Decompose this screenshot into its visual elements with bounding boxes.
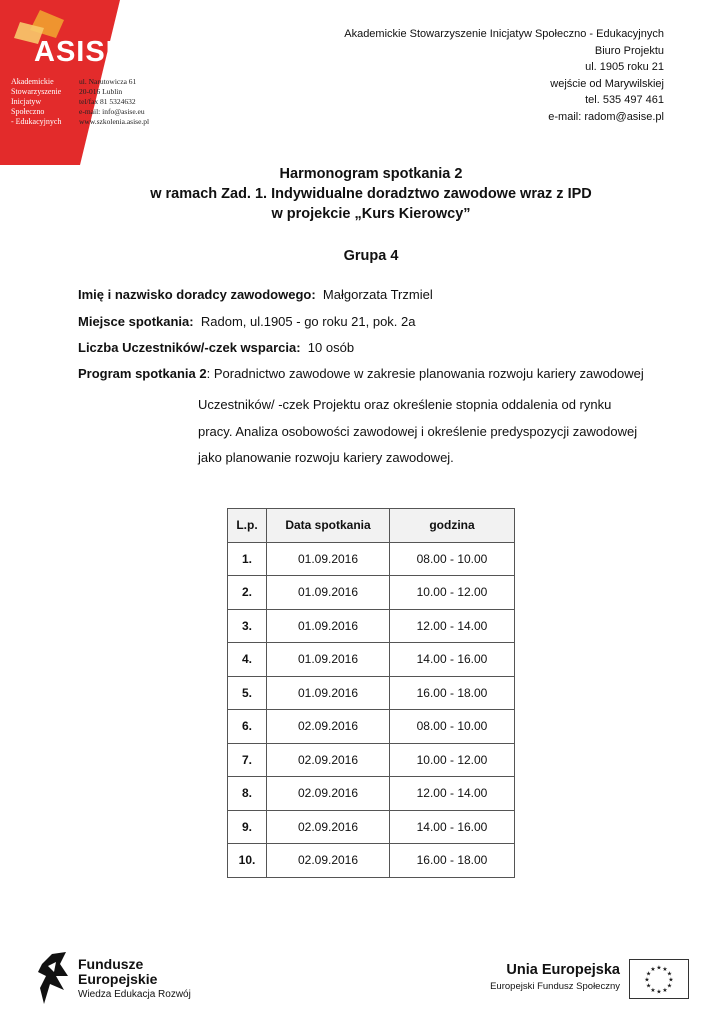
row-number: 7. xyxy=(228,743,267,777)
row-number: 6. xyxy=(228,710,267,744)
table-row xyxy=(228,576,515,610)
schedule-table xyxy=(227,508,515,878)
group-title: Grupa 4 xyxy=(343,248,399,264)
eu-title: Unia Europejska xyxy=(506,962,620,978)
row-time: 08.00 - 10.00 xyxy=(390,542,515,576)
program-label: Program spotkania 2 xyxy=(78,366,207,381)
col-header-lp: L.p. xyxy=(228,509,267,543)
eu-star: ★ xyxy=(666,971,673,978)
eu-star: ★ xyxy=(662,967,668,974)
title-line-1: Harmonogram spotkania 2 xyxy=(279,166,463,182)
fundusze-europejskie-logo xyxy=(38,950,198,1006)
logo-org-name: Akademickie Stowarzyszenie Inicjatyw Społeczno - Edukacyjnych xyxy=(11,77,62,126)
eu-stars-icon xyxy=(630,960,688,998)
eu-star: ★ xyxy=(644,977,650,984)
eu-flag-icon xyxy=(629,959,689,999)
row-number: 3. xyxy=(228,609,267,643)
title-line-3: w projekcie „Kurs Kierowcy” xyxy=(271,206,471,222)
place-line: Miejsce spotkania: Radom, ul.1905 - go roku 21, pok. 2a xyxy=(78,314,416,329)
place-label: Miejsce spotkania xyxy=(78,314,190,329)
title-line-2: w ramach Zad. 1. Indywidualne doradztwo zawodowe wraz z IPD xyxy=(150,186,592,202)
row-number: 4. xyxy=(228,643,267,677)
row-date: 01.09.2016 xyxy=(267,676,390,710)
row-number: 5. xyxy=(228,676,267,710)
program-text-line-2: Uczestników/ -czek Projektu oraz określenie stopnia oddalenia od rynku xyxy=(198,397,612,412)
row-time: 10.00 - 12.00 xyxy=(390,743,515,777)
row-time: 14.00 - 16.00 xyxy=(390,643,515,677)
eu-subtitle: Europejski Fundusz Społeczny xyxy=(490,981,620,992)
program-text xyxy=(198,392,637,472)
col-header-date: Data spotkania xyxy=(267,509,390,543)
advisor-label: Imię i nazwisko doradcy zawodowego xyxy=(78,287,312,302)
office-email[interactable]: e-mail: radom@asise.pl xyxy=(548,110,664,123)
office-label: Biuro Projektu xyxy=(594,44,664,57)
table-header-row xyxy=(228,509,515,543)
eu-star: ★ xyxy=(656,965,662,972)
advisor-line: Imię i nazwisko doradcy zawodowego: Małgorzata Trzmiel xyxy=(78,287,433,302)
eu-star: ★ xyxy=(650,987,656,994)
eu-star: ★ xyxy=(662,987,668,994)
document-title xyxy=(0,164,724,224)
program-text-line-4: jako planowanie rozwoju kariery zawodowej. xyxy=(198,450,454,465)
logo-wordmark: ASISE xyxy=(34,36,127,68)
fe-subtitle: Wiedza Edukacja Rozwój xyxy=(78,989,191,1000)
fe-title-line-1: Fundusze xyxy=(78,956,144,972)
program-line: Program spotkania 2: Poradnictwo zawodowe w zakresie planowania rozwoju kariery zawodowej xyxy=(78,366,644,381)
program-text-line-3: pracy. Analiza osobowości zawodowej i określenie predyspozycji zawodowej xyxy=(198,423,638,439)
fe-star-icon xyxy=(38,950,70,1006)
row-time: 14.00 - 16.00 xyxy=(390,810,515,844)
participants-line: Liczba Uczestników/-czek wsparcia: 10 osób xyxy=(78,340,355,355)
office-street: ul. 1905 roku 21 xyxy=(585,61,664,73)
row-number: 1. xyxy=(228,542,267,576)
eu-star: ★ xyxy=(645,971,652,978)
row-date: 01.09.2016 xyxy=(267,643,390,677)
eu-star: ★ xyxy=(666,983,673,990)
row-date: 01.09.2016 xyxy=(267,542,390,576)
row-number: 10. xyxy=(228,844,267,878)
row-time: 08.00 - 10.00 xyxy=(390,710,515,744)
project-office-address xyxy=(344,26,664,125)
col-header-time: godzina xyxy=(390,509,515,543)
table-row xyxy=(228,676,515,710)
table-row xyxy=(228,710,515,744)
row-time: 10.00 - 12.00 xyxy=(390,576,515,610)
program-text-line-1: Poradnictwo zawodowe w zakresie planowania rozwoju kariery zawodowej xyxy=(213,366,644,381)
table-row xyxy=(228,609,515,643)
row-number: 8. xyxy=(228,777,267,811)
participants-value: 10 osób xyxy=(307,340,355,355)
office-phone: tel. 535 497 461 xyxy=(585,94,664,106)
eu-star: ★ xyxy=(645,983,652,990)
row-date: 02.09.2016 xyxy=(267,844,390,878)
eu-text-block xyxy=(490,962,620,992)
asise-logo xyxy=(0,0,165,165)
eu-star: ★ xyxy=(668,977,674,984)
row-date: 02.09.2016 xyxy=(267,743,390,777)
office-entrance: wejście od Marywilskiej xyxy=(550,77,664,90)
row-date: 02.09.2016 xyxy=(267,777,390,811)
row-number: 9. xyxy=(228,810,267,844)
row-time: 12.00 - 14.00 xyxy=(390,777,515,811)
participants-label: Liczba Uczestników/-czek wsparcia xyxy=(78,340,297,355)
table-row xyxy=(228,542,515,576)
place-value: Radom, ul.1905 - go roku 21, pok. 2a xyxy=(200,314,416,329)
eu-star: ★ xyxy=(650,967,656,974)
row-time: 16.00 - 18.00 xyxy=(390,844,515,878)
table-row xyxy=(228,743,515,777)
eu-star: ★ xyxy=(656,989,662,996)
advisor-value: Małgorzata Trzmiel xyxy=(322,287,433,302)
logo-address: ul. Narutowicza 61 20-016 Lublin tel/fax 81 5324632 e-mail: info@asise.eu www.szkolenia.asise.pl xyxy=(79,77,150,126)
row-number: 2. xyxy=(228,576,267,610)
fe-title-line-2: Europejskie xyxy=(78,971,158,987)
table-row xyxy=(228,643,515,677)
row-date: 01.09.2016 xyxy=(267,576,390,610)
org-name: Akademickie Stowarzyszenie Inicjatyw Społeczno - Edukacyjnych xyxy=(344,28,664,40)
row-date: 02.09.2016 xyxy=(267,810,390,844)
table-row xyxy=(228,777,515,811)
table-row xyxy=(228,844,515,878)
table-row xyxy=(228,810,515,844)
row-date: 01.09.2016 xyxy=(267,609,390,643)
row-time: 12.00 - 14.00 xyxy=(390,609,515,643)
row-time: 16.00 - 18.00 xyxy=(390,676,515,710)
row-date: 02.09.2016 xyxy=(267,710,390,744)
